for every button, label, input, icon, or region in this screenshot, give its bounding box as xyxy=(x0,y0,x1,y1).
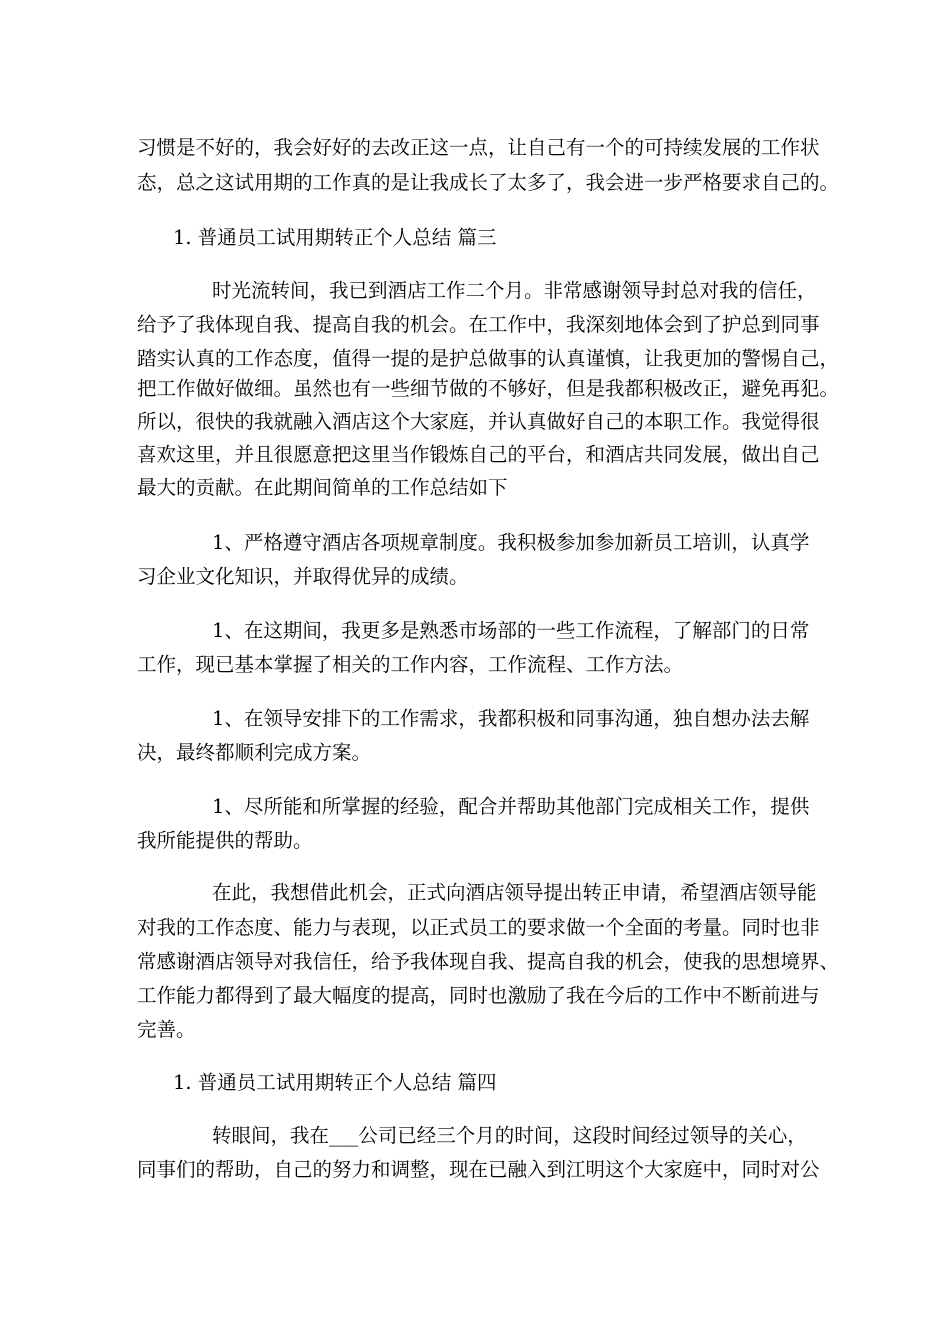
text-line: 态，总之这试用期的工作真的是让我成长了太多了，我会进一步严格要求自己的。 xyxy=(137,171,840,194)
text-line: 最大的贡献。在此期间简单的工作总结如下 xyxy=(137,476,508,499)
text-line: 在此，我想借此机会，正式向酒店领导提出转正申请，希望酒店领导能 xyxy=(212,881,817,904)
list-item-text: 1、在领导安排下的工作需求，我都积极和同事沟通，独自想办法去解 xyxy=(212,707,810,730)
text-line: 决，最终都顺利完成方案。 xyxy=(137,741,372,764)
text-line: 给予了我体现自我、提高自我的机会。在工作中，我深刻地体会到了护总到同事 xyxy=(137,313,820,336)
list-item-text: 1、尽所能和所掌握的经验，配合并帮助其他部门完成相关工作，提供 xyxy=(212,795,810,818)
text-line: 完善。 xyxy=(137,1018,196,1041)
text-line: 工作能力都得到了最大幅度的提高，同时也激励了我在今后的工作中不断前进与 xyxy=(137,984,820,1007)
text-line: 喜欢这里，并且很愿意把这里当作锻炼自己的平台，和酒店共同发展，做出自己 xyxy=(137,443,820,466)
section-heading: 1. 普通员工试用期转正个人总结 篇四 xyxy=(173,1071,497,1094)
list-item-text: 1、在这期间，我更多是熟悉市场部的一些工作流程，了解部门的日常 xyxy=(212,619,810,642)
text-line: 所以，很快的我就融入酒店这个大家庭，并认真做好自己的本职工作。我觉得很 xyxy=(137,410,820,433)
text-line: 习惯是不好的，我会好好的去改正这一点，让自己有一个的可持续发展的工作状 xyxy=(137,136,820,159)
text-line: 对我的工作态度、能力与表现，以正式员工的要求做一个全面的考量。同时也非 xyxy=(137,916,820,939)
text-line: 常感谢酒店领导对我信任，给予我体现自我、提高自我的机会，使我的思想境界、 xyxy=(137,950,840,973)
text-line: 时光流转间，我已到酒店工作二个月。非常感谢领导封总对我的信任， xyxy=(212,279,817,302)
text-line: 同事们的帮助，自己的努力和调整，现在已融入到江明这个大家庭中，同时对公 xyxy=(137,1158,820,1181)
text-line: 踏实认真的工作态度，值得一提的是护总做事的认真谨慎，让我更加的警惕自己， xyxy=(137,347,840,370)
text-line: 习企业文化知识，并取得优异的成绩。 xyxy=(137,565,469,588)
list-item-text: 1、严格遵守酒店各项规章制度。我积极参加参加新员工培训，认真学 xyxy=(212,531,810,554)
section-heading: 1. 普通员工试用期转正个人总结 篇三 xyxy=(173,226,497,249)
text-line: 工作，现已基本掌握了相关的工作内容，工作流程、工作方法。 xyxy=(137,653,684,676)
text-line: 转眼间，我在___公司已经三个月的时间，这段时间经过领导的关心， xyxy=(212,1124,807,1147)
text-line: 我所能提供的帮助。 xyxy=(137,829,313,852)
text-line: 把工作做好做细。虽然也有一些细节做的不够好，但是我都积极改正，避免再犯。 xyxy=(137,377,840,400)
